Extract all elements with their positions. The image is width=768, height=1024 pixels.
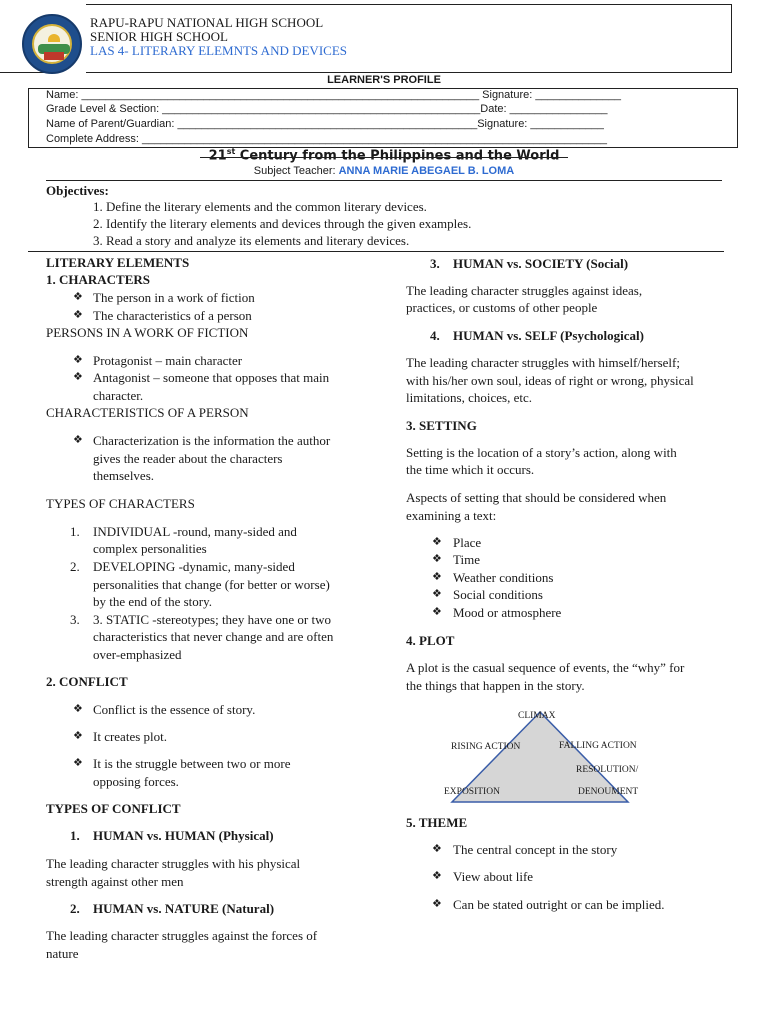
diamond-bullet-icon: ❖ [73,757,83,769]
school-seal-icon [22,14,82,74]
conflict-type-heading: HUMAN vs. NATURE (Natural) [93,901,275,916]
setting-paragraph: the time which it occurs. [406,462,535,477]
setting-aspect: Weather conditions [453,570,554,585]
setting-heading: 3. SETTING [406,418,477,433]
list-number: 3. [430,256,440,271]
theme-heading: 5. THEME [406,815,468,830]
objective-item: 3. Read a story and analyze its elements and literary devices. [93,233,410,248]
type-static-line: characteristics that never change and are often [93,629,334,644]
conflict-type-desc: strength against other men [46,874,184,889]
characters-heading: 1. CHARACTERS [46,272,151,287]
type-static-line: 3. STATIC -stereotypes; they have one or two [93,612,331,627]
conflict-type-desc: The leading character struggles with himself/herself; [406,355,680,370]
type-developing-line: DEVELOPING -dynamic, many-sided [93,559,295,574]
setting-aspect: Mood or atmosphere [453,605,562,620]
objective-item: 2. Identify the literary elements and devices through the given examples. [93,216,472,231]
diagram-label-denouement: DENOUMENT [578,787,639,797]
subject-title: 21st Century from the Philippines and the World [208,147,560,164]
header-right-rule [731,4,732,72]
subject-teacher: Subject Teacher: ANNA MARIE ABEGAEL B. LOMA [253,165,515,177]
diagram-label-climax: CLIMAX [518,711,556,721]
list-number: 1. [70,524,80,539]
diagram-label-resolution: RESOLUTION/ [576,765,639,775]
header-bottom-rule [86,72,732,73]
conflict-type-heading: HUMAN vs. HUMAN (Physical) [93,828,274,843]
plot-heading: 4. PLOT [406,633,455,648]
diamond-bullet-icon: ❖ [432,843,442,855]
setting-paragraph: Setting is the location of a story’s action, along with [406,445,677,460]
objective-item: 1. Define the literary elements and the common literary devices. [93,199,427,214]
conflict-type-desc: The leading character struggles against ideas, [406,283,643,298]
diamond-bullet-icon: ❖ [73,291,83,303]
setting-paragraph: Aspects of setting that should be considered when [406,490,667,505]
theme-bullet: The central concept in the story [453,842,618,857]
literary-elements-heading: LITERARY ELEMENTS [46,255,190,270]
diagram-label-falling: FALLING ACTION [559,741,637,751]
conflict-bullet: Conflict is the essence of story. [93,702,256,717]
diamond-bullet-icon: ❖ [432,606,442,618]
conflict-bullet-cont: opposing forces. [93,774,179,789]
conflict-type-desc: The leading character struggles against the forces of [46,928,318,943]
conflict-type-heading: HUMAN vs. SELF (Psychological) [453,328,644,343]
setting-paragraph: examining a text: [406,508,497,523]
conflict-type-desc: limitations, choices, etc. [406,390,532,405]
diamond-bullet-icon: ❖ [73,309,83,321]
setting-aspect: Time [453,552,480,567]
profile-name-line[interactable]: Name: _________________________________________________________________ Signature: ______________ [46,89,622,101]
list-number: 2. [70,901,80,916]
type-developing-line: by the end of the story. [93,594,213,609]
conflict-bullet: It is the struggle between two or more [93,756,291,771]
conflict-bullet: It creates plot. [93,729,167,744]
characters-bullet: The characteristics of a person [93,308,252,323]
diamond-bullet-icon: ❖ [432,588,442,600]
profile-grade-line[interactable]: Grade Level & Section: ____________________________________________________Date: ________________ [46,103,608,115]
profile-address-line[interactable]: Complete Address: ____________________________________________________________________________ [46,133,607,145]
conflict-type-desc: practices, or customs of other people [406,300,598,315]
diamond-bullet-icon: ❖ [432,898,442,910]
characteristics-heading: CHARACTERISTICS OF A PERSON [46,405,249,420]
antagonist-bullet-cont: character. [93,388,144,403]
diamond-bullet-icon: ❖ [73,354,83,366]
list-number: 1. [70,828,80,843]
plot-paragraph: the things that happen in the story. [406,678,585,693]
diamond-bullet-icon: ❖ [432,571,442,583]
header-top-rule [86,4,732,5]
diamond-bullet-icon: ❖ [432,536,442,548]
list-number: 3. [70,612,80,627]
theme-bullet: Can be stated outright or can be implied. [453,897,665,912]
las-title: LAS 4- LITERARY ELEMNTS AND DEVICES [90,43,347,58]
diagram-label-exposition: EXPOSITION [444,787,500,797]
school-header [90,16,347,58]
theme-bullet: View about life [453,869,534,884]
setting-aspect: Place [453,535,482,550]
teacher-name: ANNA MARIE ABEGAEL B. LOMA [338,165,515,177]
types-of-characters-heading: TYPES OF CHARACTERS [46,496,195,511]
school-name: RAPU-RAPU NATIONAL HIGH SCHOOL [90,15,324,30]
diamond-bullet-icon: ❖ [432,870,442,882]
characterization-line: themselves. [93,468,155,483]
conflict-heading: 2. CONFLICT [46,674,128,689]
conflict-type-desc: with his/her own soul, ideas of right or wrong, physical [406,373,694,388]
conflict-type-heading: HUMAN vs. SOCIETY (Social) [453,256,629,271]
conflict-type-desc: nature [46,946,79,961]
type-static-line: over-emphasized [93,647,182,662]
learners-profile-title: LEARNER'S PROFILE [327,74,441,86]
type-individual-line: complex personalities [93,541,207,556]
diagram-label-rising: RISING ACTION [451,742,521,752]
diamond-bullet-icon: ❖ [73,434,83,446]
setting-aspect: Social conditions [453,587,543,602]
persons-heading: PERSONS IN A WORK OF FICTION [46,325,249,340]
type-developing-line: personalities that change (for better or worse) [93,577,330,592]
antagonist-bullet: Antagonist – someone that opposes that main [93,370,330,385]
list-number: 4. [430,328,440,343]
list-number: 2. [70,559,80,574]
characterization-line: gives the reader about the characters [93,451,283,466]
school-level: SENIOR HIGH SCHOOL [90,29,228,44]
type-individual-line: INDIVIDUAL -round, many-sided and [93,524,297,539]
diamond-bullet-icon: ❖ [73,730,83,742]
subject-strike-line [200,157,568,158]
objectives-rule [28,251,724,252]
teacher-rule [46,180,722,181]
types-of-conflict-heading: TYPES OF CONFLICT [46,801,181,816]
characters-bullet: The person in a work of fiction [93,290,255,305]
objectives-title: Objectives: [46,183,109,198]
protagonist-bullet: Protagonist – main character [93,353,243,368]
diamond-bullet-icon: ❖ [73,371,83,383]
plot-paragraph: A plot is the casual sequence of events, the “why” for [406,660,685,675]
diamond-bullet-icon: ❖ [432,553,442,565]
characterization-line: Characterization is the information the author [93,433,331,448]
conflict-type-desc: The leading character struggles with his physical [46,856,301,871]
profile-parent-line[interactable]: Name of Parent/Guardian: _________________________________________________Signature: ____________ [46,118,604,130]
diamond-bullet-icon: ❖ [73,703,83,715]
